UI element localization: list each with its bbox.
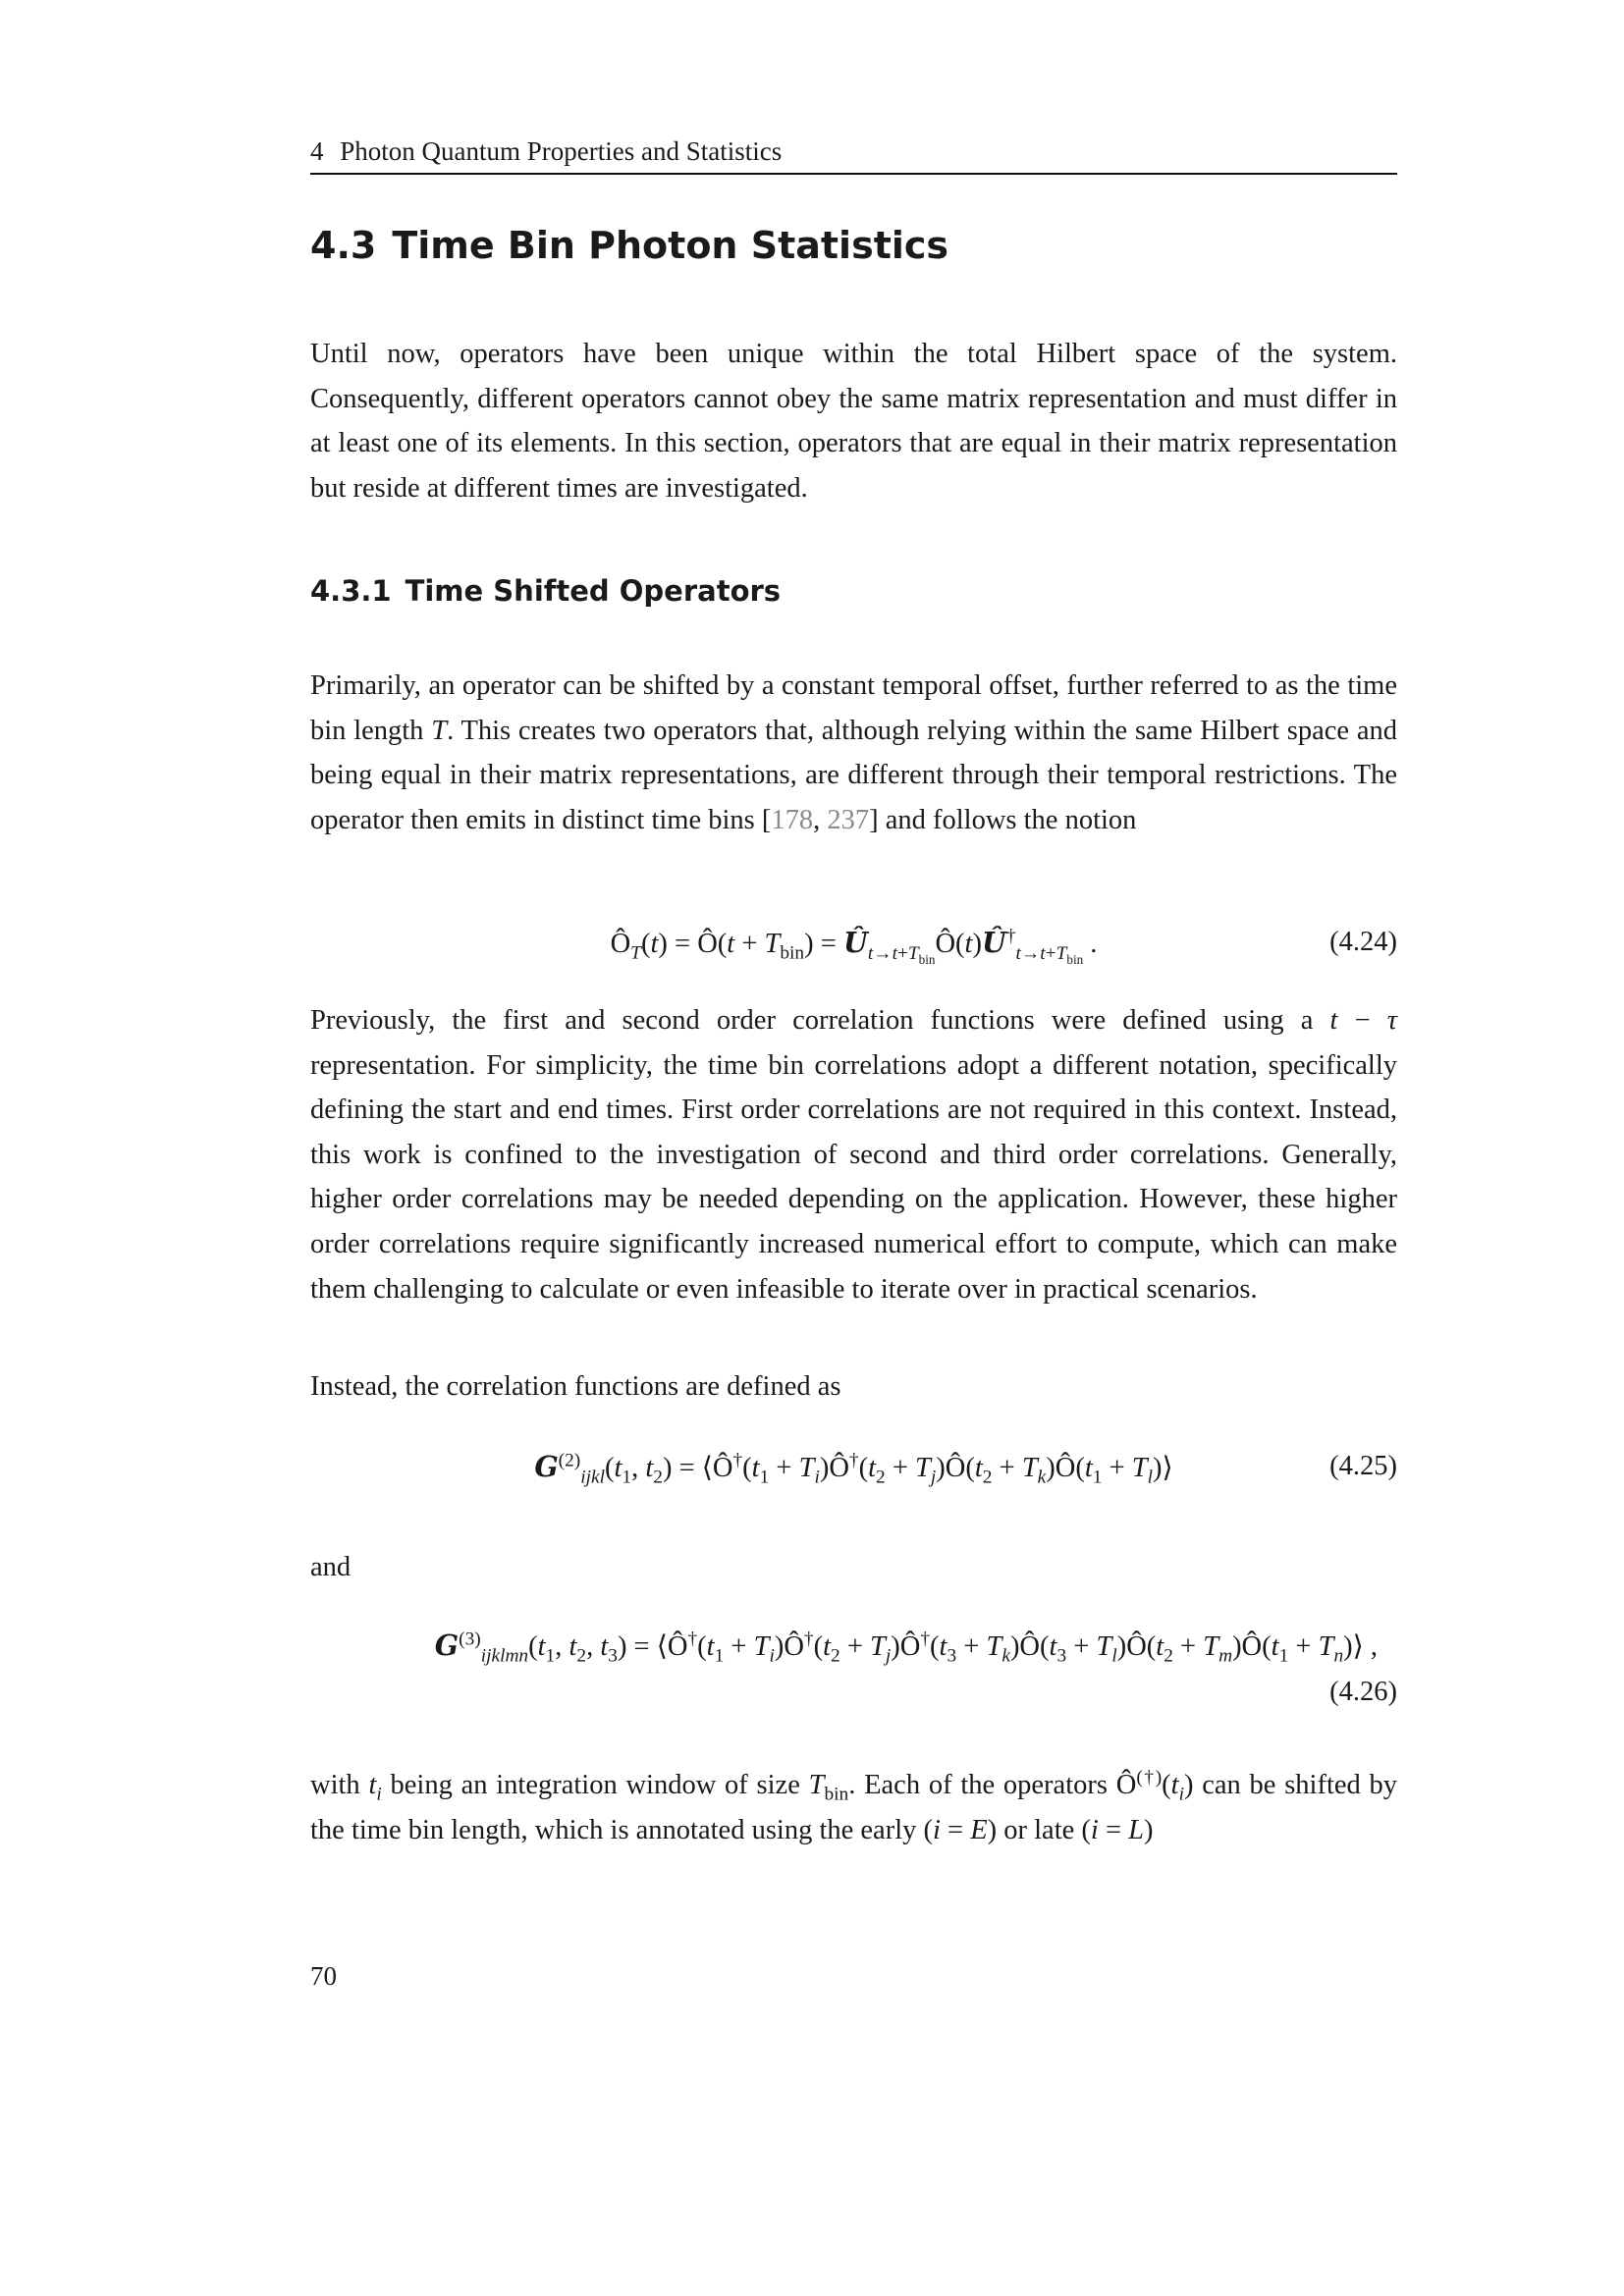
subsection-title: Time Shifted Operators <box>405 574 782 608</box>
para4-text-a: with <box>310 1770 369 1800</box>
citation-237[interactable]: 237 <box>827 804 870 835</box>
equation-4-24 <box>310 915 1397 970</box>
citation-178[interactable]: 178 <box>771 804 814 835</box>
para4-text-e: ) or late ( <box>987 1814 1091 1845</box>
intro-paragraph: Until now, operators have been unique within the total Hilbert space of the system. Consequently, different operators cannot obey the same matrix representation and must differ in at least one of its elements. In this section, operators that are equal in their matrix representation but reside at different times are investigated. <box>310 339 1397 504</box>
para4-text-d: can be shifted by the time bin length, which is annotated using the early ( <box>310 1770 1398 1845</box>
page-number: 70 <box>310 1961 337 1991</box>
para2-text-a: Previously, the first and second order correlation functions were defined using a <box>310 1005 1330 1036</box>
subsection-heading <box>310 571 781 611</box>
paragraph-definition-intro: Instead, the correlation functions are defined as <box>310 1371 841 1402</box>
section-title: Time Bin Photon Statistics <box>392 224 949 267</box>
para1-text-b: . This creates two operators that, although relying within the same Hilbert space and being equal in their matrix representations, are different through their temporal restrictions. The operator then emits in distinct time bins [ <box>310 715 1397 835</box>
section-heading <box>310 222 948 269</box>
paragraph-time-shift <box>310 664 1397 842</box>
equation-4-25 <box>310 1439 1397 1494</box>
paragraph-integration-window: with $t_i$ being an integration window of size $T_{bin}$. Each of the operators $Ô^{(\dagger)}(t_i)$ can be shifted by the time bin length, which is annotated using the early (i = E) or late (i = L) <box>310 1767 1398 1845</box>
equation-number-4-24: (4.24) <box>1329 927 1397 957</box>
equation-4-24-body: $Ô_T(t)$ = Ô(t + $T_{bin}$) = $Û_{t\to t+T_{bin}}Ô(t)Û^\dagger_{t\to t+T_{bin}}$ . <box>610 926 1098 967</box>
para4-text-c: . Each of the operators <box>848 1770 1116 1800</box>
citation-separator: , <box>813 804 828 835</box>
para1-text-c: ] and follows the notion <box>869 804 1137 835</box>
equation-4-25-body: $G^{(2)}_{ijkl}(t_1$, $t_2$) = $⟨Ô^\dagger(t_1$ + $T_i)Ô^\dagger(t_2$ + $T_j)Ô(t_2$ + $T_k)Ô(t_1$ + $T_l)⟩$ <box>534 1450 1173 1488</box>
equation-number-4-25: (4.25) <box>1329 1451 1397 1481</box>
paragraph-notation: Previously, the first and second order correlation functions were defined using a t − τ representation. For simplicity, the time bin correlations adopt a different notation, specifically defining the start and end times. First order correlations are not required in this context. Instead, this work is confined to the investigation of second and third order correlations. Generally, higher order correlations may be needed depending on the application. However, these higher order correlations require significantly increased numerical effort to compute, which can make them challenging to calculate or even infeasible to iterate over in practical scenarios. <box>310 1005 1397 1305</box>
para2-text-b: representation. For simplicity, the time bin correlations adopt a different notation, specifically defining the start and end times. First order correlations are not required in this context. Instead, this work is confined to the investigation of second and third order correlations. Generally, higher order correlations may be needed depending on the application. However, these higher order correlations require significantly increased numerical effort to compute, which can make them challenging to calculate or even infeasible to iterate over in practical scenarios. <box>310 1049 1397 1305</box>
symbol-T: T <box>431 715 448 746</box>
equation-number-4-26: (4.26) <box>1329 1677 1397 1707</box>
running-head <box>310 133 1397 175</box>
subsection-number: 4.3.1 <box>310 574 392 608</box>
equation-4-26-body: $G^{(3)}_{ijklmn}(t_1$, $t_2$, $t_3$) = $⟨Ô^\dagger(t_1$ + $T_i)Ô^\dagger(t_2$ + $T_j)Ô^\dagger(t_3$ + $T_k)Ô(t_3$ + $T_l)Ô(t_2$ + $T_m)Ô(t_1$ + $T_n)⟩$ , <box>434 1629 1378 1667</box>
conjunction-and: and <box>310 1552 352 1582</box>
para4-text-b: being an integration window of size <box>381 1770 809 1800</box>
section-number: 4.3 <box>310 224 377 267</box>
para1-text-a: Primarily, an operator can be shifted by a constant temporal offset, further referred to as the time bin length <box>310 670 1397 746</box>
chapter-number: 4 <box>310 136 324 166</box>
chapter-title: Photon Quantum Properties and Statistics <box>340 136 783 166</box>
